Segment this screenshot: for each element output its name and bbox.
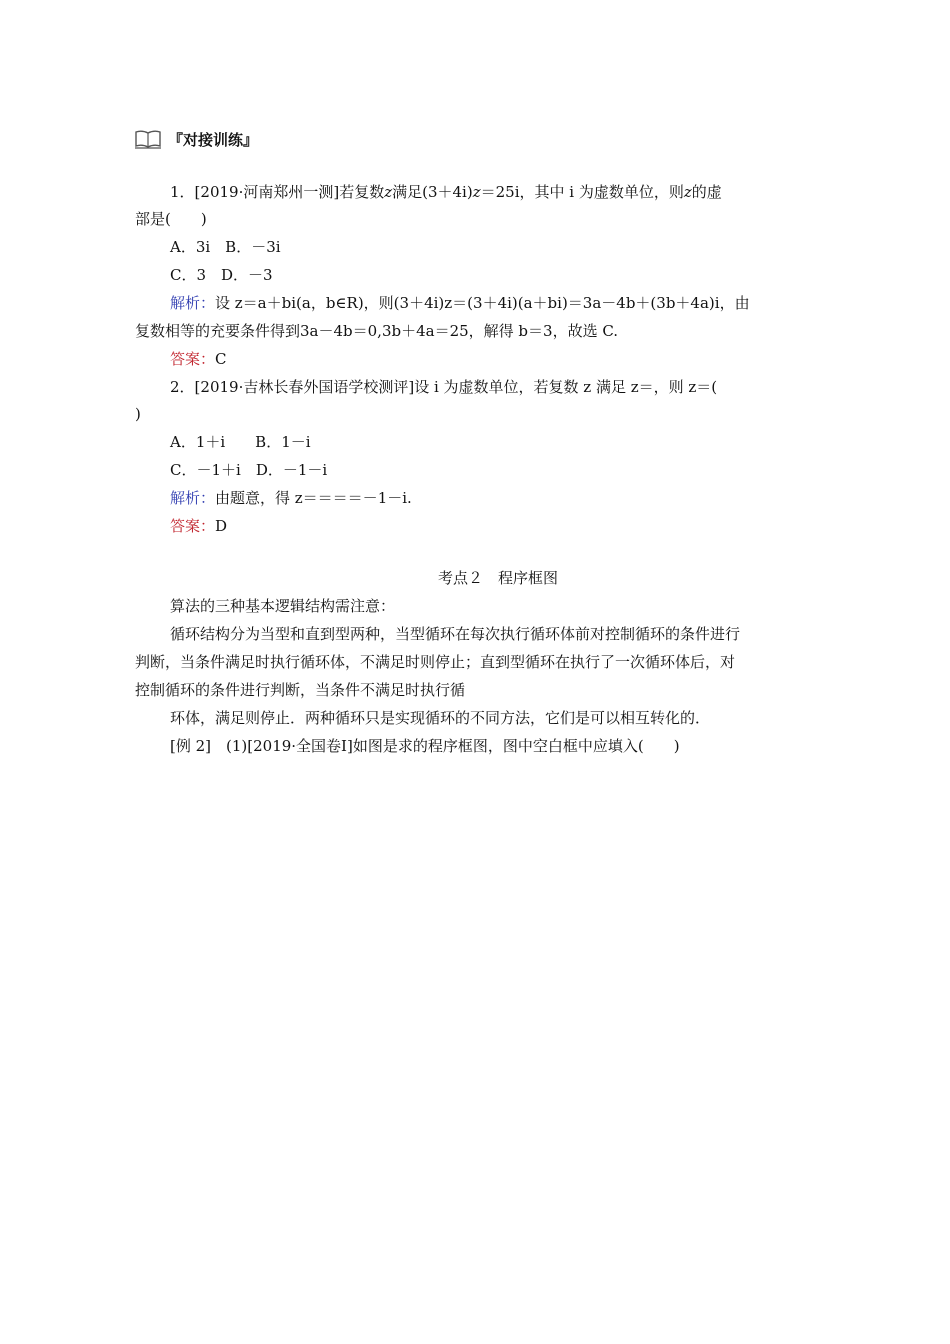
q1-stem-line1: 1．[2019·河南郑州一测]若复数z满足(3＋4i)z＝25i，其中 i 为虚数单位，则z的虚 — [170, 183, 722, 201]
open-book-icon — [134, 129, 162, 149]
topic-heading: 考点２ 程序框图 — [438, 569, 559, 587]
topic-paragraph-2-line2: 判断，当条件满足时执行循环体，不满足时则停止；直到型循环在执行了一次循环体后，对 — [135, 653, 736, 671]
analysis-label: 解析： — [170, 294, 216, 312]
topic-paragraph-3: 环体，满足则停止．两种循环只是实现循环的不同方法，它们是可以相互转化的． — [170, 709, 711, 727]
q1-stem-line2: 部是( ) — [135, 210, 207, 228]
q2-stem-line2: ) — [135, 405, 141, 423]
q1-analysis-line2: 复数相等的充要条件得到3a－4b＝0,3b＋4a＝25，解得 b＝3，故选 C. — [135, 322, 619, 340]
q2-stem-line1: 2．[2019·吉林长春外国语学校测评]设 i 为虚数单位，若复数 z 满足 z＝，则 z＝( — [170, 378, 718, 396]
q1-answer: 答案：C — [170, 350, 227, 368]
answer-label: 答案： — [170, 350, 216, 368]
analysis-label: 解析： — [170, 489, 216, 507]
q2-answer: 答案：D — [170, 517, 228, 535]
q1-options-line2: C．3 D．－3 — [170, 266, 273, 284]
q2-options-line2: C．－1＋i D．－1－i — [170, 461, 328, 479]
q1-analysis-line1: 解析：设 z＝a＋bi(a，b∈R)，则(3＋4i)z＝(3＋4i)(a＋bi)＝3a－4b＋(3b＋4a)i，由 — [170, 294, 750, 312]
q2-analysis: 解析：由题意，得 z＝＝＝＝－1－i. — [170, 489, 412, 507]
q1-options-line1: A．3i B．－3i — [170, 238, 281, 256]
example-2-stem: [例 2] (1)[2019·全国卷Ⅰ]如图是求的程序框图，图中空白框中应填入( ) — [170, 737, 680, 755]
q2-options-line1: A．1＋i B．1－i — [170, 433, 311, 451]
section-title: 『对接训练』 — [168, 130, 259, 149]
section-header — [134, 127, 258, 151]
topic-paragraph-2-line3: 控制循环的条件进行判断，当条件不满足时执行循 — [135, 681, 466, 699]
answer-label: 答案： — [170, 517, 216, 535]
topic-paragraph-2-line1: 循环结构分为当型和直到型两种，当型循环在每次执行循环体前对控制循环的条件进行 — [170, 625, 741, 643]
topic-paragraph-1: 算法的三种基本逻辑结构需注意： — [170, 597, 396, 615]
